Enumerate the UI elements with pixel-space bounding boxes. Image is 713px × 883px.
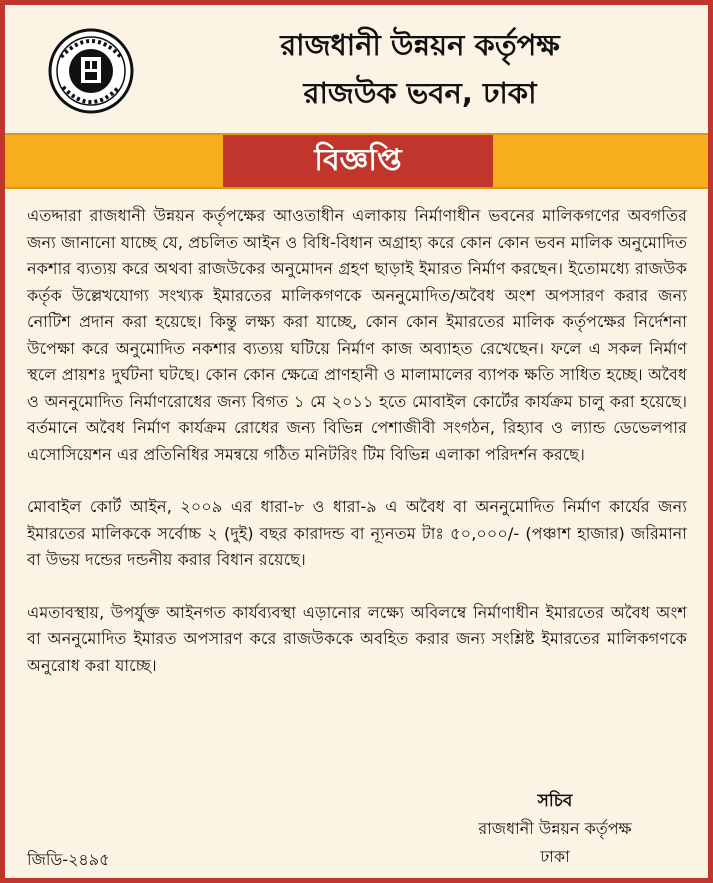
notice-body — [27, 203, 687, 705]
signatory-city: ঢাকা — [540, 847, 570, 866]
organization-address: রাজউক ভবন, ঢাকা — [303, 76, 537, 110]
header — [5, 5, 708, 133]
rajuk-seal-icon — [47, 27, 135, 115]
reference-number: জিডি-২৪৯৫ — [27, 850, 110, 869]
signatory-title: সচিব — [537, 791, 573, 811]
notice-title: বিজ্ঞপ্তি — [223, 135, 493, 187]
notice-paragraph-2: মোবাইল কোর্ট আইন, ২০০৯ এর ধারা-৮ ও ধারা-৯ এ অবৈধ বা অননুমোদিত নির্মাণ কার্যের জন্য ইমারতের মালিককে সর্বোচ্চ ২ (দুই) বছর কারাদন্ড বা ন্যূনতম টাঃ ৫০,০০০/- (পঞ্চাশ হাজার) জরিমানা বা উভয় দন্ডের দন্ডনীয় করার বিধান রয়েছে। — [27, 497, 687, 569]
organization-name: রাজধানী উন্নয়ন কর্তৃপক্ষ — [280, 28, 560, 62]
notice-title-band — [5, 133, 708, 189]
notice-paragraph-3: এমতাবস্থায়, উপর্যুক্ত আইনগত কার্যব্যবস্থা এড়ানোর লক্ষ্যে অবিলম্বে নির্মাণাধীন ইমারতের অবৈধ অংশ বা অননুমোদিত ইমারত অপসারণ করে রাজউককে অবহিত করার জন্য সংশ্লিষ্ট ইমারতের মালিকগণকে অনুরোধ করা যাচ্ছে। — [27, 602, 687, 675]
signature-block — [435, 787, 675, 871]
signatory-organization: রাজধানী উন্নয়ন কর্তৃপক্ষ — [478, 819, 632, 838]
notice-paragraph-1: এতদ্দারা রাজধানী উন্নয়ন কর্তৃপক্ষের আওতাধীন এলাকায় নির্মাণাধীন ভবনের মালিকগণের অবগতির জন্য জানানো যাচ্ছে যে, প্রচলিত আইন ও বিধি-বিধান অগ্রাহ্য করে কোন কোন ভবন মালিক অনুমোদিত নকশার ব্যত্যয় করে অথবা রাজউকের অনুমোদন গ্রহণ ছাড়াই ইমারত নির্মাণ করছেন। ইতোমধ্যে রাজউক কর্তৃক উল্লেখযোগ্য সংখ্যক ইমারতের মালিকগণকে অননুমোদিত/অবৈধ অংশ অপসারণ করার জন্য নোটিশ প্রদান করা হয়েছে। কিন্তু লক্ষ্য করা যাচ্ছে, কোন কোন ইমারতের মালিক কর্তৃপক্ষের নির্দেশনা উপেক্ষা করে অনুমোদিত নকশার ব্যত্যয় ঘটিয়ে নির্মাণ কাজ অব্যাহত রেখেছেন। ফলে এ সকল নির্মাণ স্থলে প্রায়শঃ দুর্ঘটনা ঘটছে। কোন কোন ক্ষেত্রে প্রাণহানী ও মালামালের ব্যাপক ক্ষতি সাধিত হচ্ছে। অবৈধ ও অননুমোদিত নির্মাণরোধের জন্য বিগত ১ মে ২০১১ হতে মোবাইল কোর্টের কার্যক্রম চালু করা হয়েছে। বর্তমানে অবৈধ নির্মাণ কার্যক্রম রোধের জন্য বিভিন্ন পেশাজীবী সংগঠন, রিহ্যাব ও ল্যান্ড ডেভেলপার এসোসিয়েশন এর প্রতিনিধির সমন্বয়ে গঠিত মনিটরিং টিম বিভিন্ন এলাকা পরিদর্শন করছে। — [27, 206, 687, 464]
